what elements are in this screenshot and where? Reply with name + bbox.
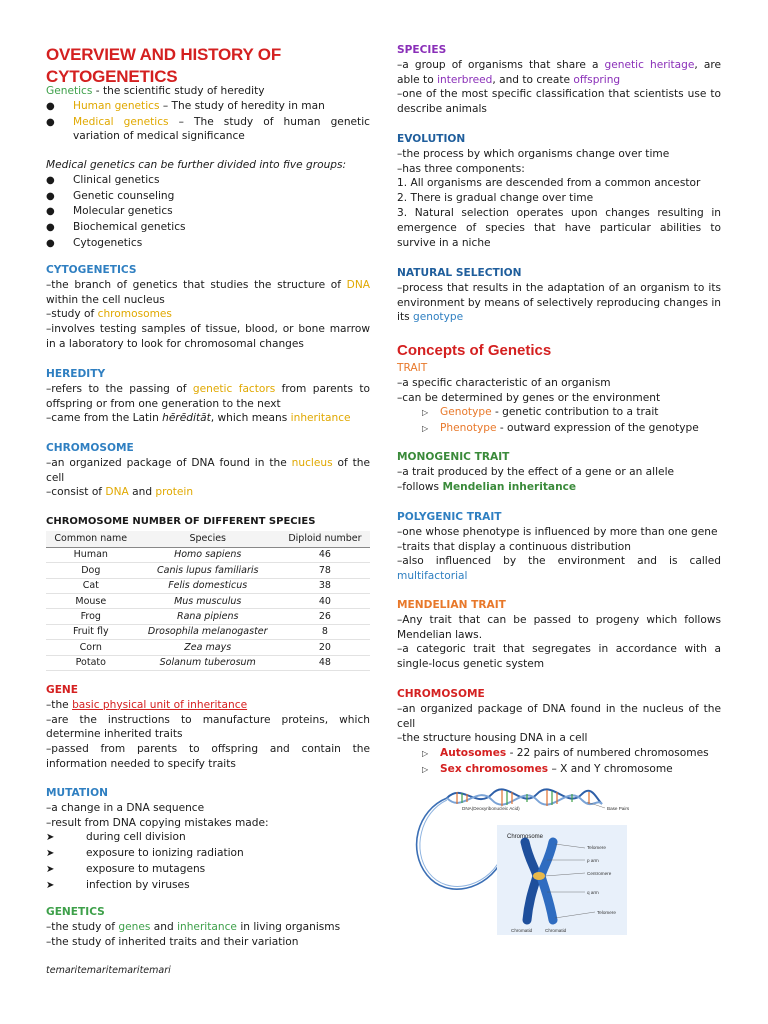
text-fragment: from parents to offspring or from one generation to the next	[46, 382, 371, 410]
monogenic-section	[397, 450, 721, 494]
text-fragment: –consist of	[46, 486, 106, 499]
text-fragment: , which means	[210, 412, 291, 425]
bullet-icon	[46, 115, 73, 145]
dna-label: DNA(Deoxyribonucleic Acid)	[462, 806, 520, 811]
bullet-icon	[46, 173, 73, 189]
cytogenetics-section	[46, 263, 370, 352]
table-cell: Rana pipiens	[136, 609, 280, 624]
section-heading: MONOGENIC TRAIT	[397, 451, 510, 463]
section-heading: TRAIT	[397, 362, 428, 374]
definition-line: –Any trait that can be passed to progeny which follows Mendelian laws.	[397, 613, 721, 641]
polygenic-section	[397, 510, 721, 584]
definition-line: –traits that display a continuous distribution	[397, 540, 632, 553]
bullet-icon	[46, 189, 73, 205]
table-row	[46, 563, 370, 578]
medical-groups-section	[46, 158, 370, 252]
definition-line: –a specific characteristic of an organism	[397, 376, 611, 389]
species-table	[46, 531, 370, 671]
list-item	[46, 862, 370, 878]
list-item	[46, 830, 370, 846]
concepts-title: Concepts of Genetics	[397, 342, 552, 359]
definition-line: –are the instructions to manufacture proteins, which determine inherited traits	[46, 713, 370, 741]
definition-line: –passed from parents to offspring and contain the information needed to specify traits	[46, 743, 370, 770]
latin-term: hērēditāt	[162, 412, 211, 425]
text-fragment: –the branch of genetics that studies the structure of	[46, 278, 347, 291]
definition-line: –can be determined by genes or the environment	[397, 391, 661, 404]
bullet-text: – The study of human genetic variation of medical significance	[73, 115, 370, 143]
highlight-term: Autosomes	[440, 747, 507, 760]
section-heading: GENE	[46, 684, 79, 696]
highlight-term: DNA	[105, 486, 129, 499]
list-item-label: Biochemical genetics	[73, 221, 186, 234]
arrow-bullet-icon	[46, 878, 86, 894]
text-fragment: within the cell nucleus	[46, 293, 165, 306]
list-item-label: Cytogenetics	[73, 236, 143, 249]
text-fragment: –follows	[397, 480, 443, 493]
definition-line: 1. All organisms are descended from a common ancestor	[397, 177, 701, 190]
text-fragment: of the cell	[46, 456, 370, 484]
list-item	[46, 878, 370, 894]
intro-bullet	[46, 115, 370, 145]
table-header-row	[46, 531, 370, 548]
section-heading: MENDELIAN TRAIT	[397, 599, 506, 611]
medical-groups-intro: Medical genetics can be further divided into five groups:	[46, 159, 347, 171]
title-line-2: CYTOGENETICS	[46, 67, 178, 86]
text-fragment: –the study of	[46, 920, 119, 933]
table-cell: 48	[280, 655, 370, 670]
telomere-bottom-label: Telomere	[597, 910, 616, 915]
text-fragment: – X and Y chromosome	[548, 762, 673, 775]
text-fragment: - genetic contribution to a trait	[491, 406, 659, 419]
intro-section	[46, 84, 370, 144]
table-cell: 46	[280, 547, 370, 562]
table-row	[46, 640, 370, 655]
table-cell: Canis lupus familiaris	[136, 563, 280, 578]
bullet-term: Medical genetics	[73, 115, 169, 128]
text-fragment: –came from the Latin	[46, 412, 163, 425]
table-cell: Felis domesticus	[136, 578, 280, 593]
table-cell: Homo sapiens	[136, 547, 280, 562]
bullet-icon	[46, 99, 73, 115]
definition-line: –an organized package of DNA found in the nucleus of the cell	[397, 702, 721, 730]
list-item	[46, 236, 370, 252]
list-item	[46, 189, 370, 205]
double-helix	[447, 789, 602, 806]
table-cell: Fruit fly	[46, 624, 136, 639]
list-item	[46, 173, 370, 189]
chromatid-right-label: Chromatid	[545, 928, 567, 933]
table-row	[46, 547, 370, 562]
bullet-icon	[46, 236, 73, 252]
text-fragment: , are able to	[397, 58, 721, 86]
table-cell: Corn	[46, 640, 136, 655]
genetics-term: Genetics	[46, 85, 93, 97]
triangle-bullet-icon	[422, 421, 440, 437]
sub-item	[397, 405, 721, 421]
text-fragment: in living organisms	[236, 920, 341, 933]
document-title	[46, 44, 370, 88]
definition-line: –the study of inherited traits and their variation	[46, 935, 299, 948]
bullet-icon	[46, 220, 73, 236]
chromosome-right-section	[397, 687, 721, 778]
arrow-bullet-icon	[46, 830, 86, 846]
list-item-label: exposure to mutagens	[86, 862, 206, 875]
section-heading: EVOLUTION	[397, 133, 466, 145]
list-item	[46, 204, 370, 220]
table-cell: Mouse	[46, 593, 136, 608]
text-fragment: –study of	[46, 308, 98, 321]
sub-item	[397, 421, 721, 437]
definition-line: –the process by which organisms change over time	[397, 147, 670, 160]
section-heading: SPECIES	[397, 44, 447, 56]
species-table-section	[46, 515, 370, 671]
arrow-bullet-icon	[46, 846, 86, 862]
definition-line: 3. Natural selection operates upon changes resulting in emergence of species that have particular abilities to survive in a niche	[397, 206, 721, 249]
highlight-term: genes	[118, 920, 151, 933]
text-fragment: –a group of organisms that share a	[397, 58, 605, 71]
chromosome-label: Chromosome	[507, 834, 544, 840]
triangle-bullet-icon	[422, 405, 440, 421]
highlight-term: Phenotype	[440, 422, 497, 435]
section-heading: CYTOGENETICS	[46, 264, 137, 276]
dna-chromosome-figure	[407, 780, 639, 936]
highlight-term: genetic heritage	[604, 58, 695, 71]
definition-line: –result from DNA copying mistakes made:	[46, 816, 269, 829]
table-cell: Frog	[46, 609, 136, 624]
heredity-section	[46, 367, 370, 426]
highlight-term: inheritance	[290, 412, 351, 425]
telomere-top-label: Telomere	[587, 845, 606, 850]
table-cell: Drosophila melanogaster	[136, 624, 280, 639]
table-cell: 8	[280, 624, 370, 639]
bullet-text: – The study of heredity in man	[159, 99, 325, 112]
natural-selection-section	[397, 266, 721, 325]
table-row	[46, 624, 370, 639]
highlight-term: DNA	[346, 278, 370, 291]
sub-item	[397, 762, 721, 778]
table-cell: Dog	[46, 563, 136, 578]
section-heading: CHROMOSOME	[397, 688, 485, 700]
list-item-label: exposure to ionizing radiation	[86, 847, 244, 860]
column-header: Diploid number	[280, 531, 370, 548]
section-heading: CHROMOSOME	[46, 442, 134, 454]
definition-line: –a trait produced by the effect of a gene or an allele	[397, 465, 675, 478]
highlight-term: genotype	[412, 311, 464, 324]
dna-strand-path	[420, 800, 500, 886]
table-cell: 20	[280, 640, 370, 655]
table-row	[46, 609, 370, 624]
definition-line: –the structure housing DNA in a cell	[397, 732, 588, 745]
list-item-label: infection by viruses	[86, 878, 190, 891]
arrow-bullet-icon	[46, 862, 86, 878]
title-line-1: OVERVIEW AND HISTORY OF	[46, 45, 282, 64]
highlight-term: nucleus	[291, 456, 333, 469]
table-cell: Human	[46, 547, 136, 562]
text-fragment: and	[150, 920, 178, 933]
centromere-label: Centromere	[587, 871, 612, 876]
definition-line: –one whose phenotype is influenced by more than one gene	[397, 525, 718, 538]
definition-line: –a change in a DNA sequence	[46, 801, 205, 814]
table-heading: CHROMOSOME NUMBER OF DIFFERENT SPECIES	[46, 516, 316, 527]
list-item	[46, 220, 370, 236]
section-heading: MUTATION	[46, 787, 108, 799]
table-row	[46, 655, 370, 670]
footer-signature: temaritemaritemaritemari	[46, 965, 171, 976]
q-arm-label: q arm	[587, 890, 599, 895]
chromosome-left-section	[46, 441, 370, 500]
table-cell: Mus musculus	[136, 593, 280, 608]
table-cell: 78	[280, 563, 370, 578]
genetics-section	[46, 905, 370, 949]
list-item-label: during cell division	[86, 831, 186, 844]
definition-line: –a categoric trait that segregates in accordance with a single-locus genetic system	[397, 643, 721, 671]
definition-line: –one of the most specific classification that scientists use to describe animals	[397, 88, 721, 116]
bullet-term: Human genetics	[73, 99, 160, 112]
triangle-bullet-icon	[422, 762, 440, 778]
section-heading: POLYGENIC TRAIT	[397, 511, 502, 523]
text-fragment: –an organized package of DNA found in the	[46, 456, 292, 469]
species-section	[397, 43, 721, 117]
definition-line: 2. There is gradual change over time	[397, 192, 594, 205]
sub-item	[397, 746, 721, 762]
mutation-section	[46, 786, 370, 894]
text-fragment: and	[128, 486, 156, 499]
intro-bullet	[46, 99, 370, 115]
text-fragment: - 22 pairs of numbered chromosomes	[506, 747, 709, 760]
dna-chromosome-diagram	[407, 780, 639, 936]
dna-strand-path	[417, 798, 508, 889]
table-row	[46, 578, 370, 593]
column-header: Common name	[46, 531, 136, 548]
p-arm-label: p arm	[587, 858, 599, 863]
text-fragment: –process that results in the adaptation of an organism to its environment by means of selectively reproducing changes in its	[397, 281, 722, 324]
highlight-term: Genotype	[440, 406, 492, 419]
section-heading: NATURAL SELECTION	[397, 267, 522, 279]
text-fragment: , and to create	[492, 73, 574, 86]
table-cell: Cat	[46, 578, 136, 593]
highlight-term: inheritance	[177, 920, 237, 933]
genetics-definition: - the scientific study of heredity	[92, 85, 265, 97]
chromosome-panel	[497, 825, 627, 935]
text-fragment: - outward expression of the genotype	[496, 422, 699, 435]
table-cell: 38	[280, 578, 370, 593]
highlight-term: interbreed	[437, 73, 493, 86]
definition-line: –also influenced by the environment and is called	[397, 555, 721, 568]
triangle-bullet-icon	[422, 746, 440, 762]
table-cell: Potato	[46, 655, 136, 670]
trait-section	[397, 361, 721, 437]
definition-line: –involves testing samples of tissue, blood, or bone marrow in a laboratory to look for chromosomal changes	[46, 323, 370, 350]
text-fragment: –the	[46, 698, 73, 711]
section-heading: GENETICS	[46, 906, 105, 918]
list-item	[46, 846, 370, 862]
text-fragment: –refers to the passing of	[46, 382, 193, 395]
table-cell: Zea mays	[136, 640, 280, 655]
highlight-term: genetic factors	[192, 382, 276, 395]
highlight-term: offspring	[573, 73, 621, 86]
table-cell: 26	[280, 609, 370, 624]
highlight-term: chromosomes	[97, 308, 172, 321]
base-pairs-label: Base Pairs	[607, 806, 630, 811]
highlight-term: Sex chromosomes	[440, 762, 549, 775]
highlight-term: basic physical unit of inheritance	[72, 698, 248, 711]
highlight-term: protein	[155, 486, 194, 499]
highlight-term: Mendelian inheritance	[442, 480, 577, 493]
column-header: Species	[136, 531, 280, 548]
table-cell: 40	[280, 593, 370, 608]
highlight-term: multifactorial	[397, 570, 468, 583]
table-row	[46, 593, 370, 608]
bullet-icon	[46, 204, 73, 220]
list-item-label: Molecular genetics	[73, 205, 173, 218]
mendelian-section	[397, 598, 721, 672]
table-cell: Solanum tuberosum	[136, 655, 280, 670]
definition-line: –has three components:	[397, 162, 525, 175]
list-item-label: Genetic counseling	[73, 189, 175, 202]
concepts-heading	[397, 341, 721, 361]
list-item-label: Clinical genetics	[73, 173, 160, 186]
evolution-section	[397, 132, 721, 250]
gene-section	[46, 683, 370, 772]
section-heading: HEREDITY	[46, 368, 106, 380]
chromatid-left-label: Chromatid	[511, 928, 533, 933]
